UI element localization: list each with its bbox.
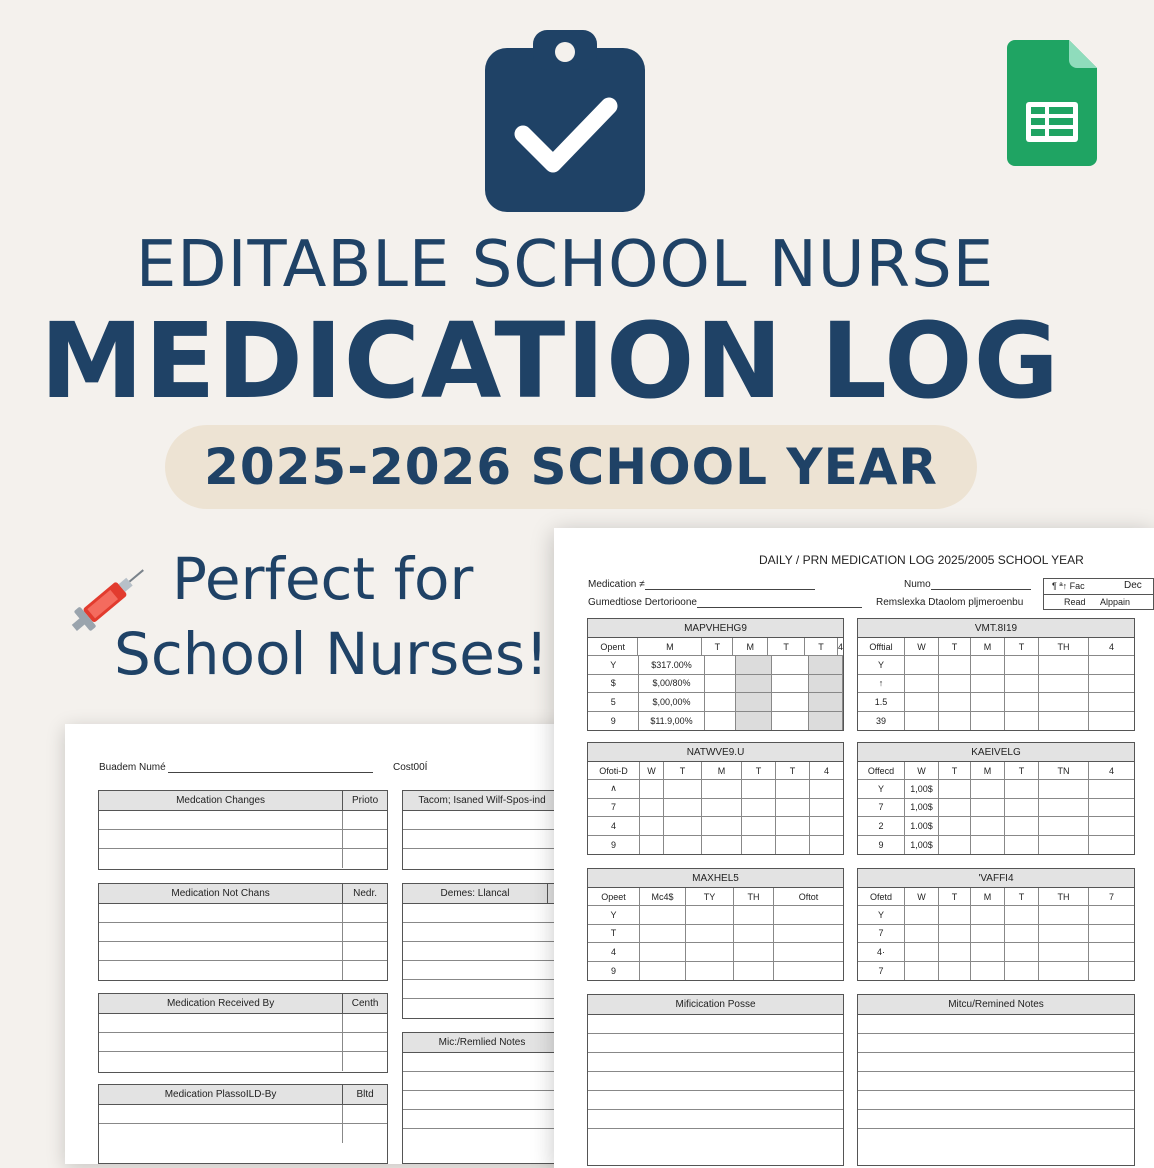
grid-header-cell: TY (686, 888, 734, 905)
grid-cell[interactable] (772, 712, 810, 731)
right-box-1: Tacom; Isaned Wilf-Spos-ind (402, 790, 562, 870)
grid-cell[interactable] (736, 712, 772, 731)
grid-header-cell: T (1005, 762, 1039, 779)
grid-header-cell: Offecd (858, 762, 905, 779)
grid-row (858, 817, 1134, 836)
grid-cell[interactable] (664, 799, 702, 817)
grid-cell[interactable]: 5 (588, 693, 639, 711)
gumed-field: Gumedtiose Dertorioone (588, 597, 862, 608)
grid-cell[interactable] (1005, 712, 1039, 731)
grid-cell[interactable] (939, 943, 971, 961)
grid-cell[interactable] (905, 925, 939, 943)
grid-cell[interactable] (1039, 693, 1089, 711)
grid-cell[interactable] (640, 962, 686, 981)
grid-cell[interactable]: 7 (858, 799, 905, 817)
grid-header-cell: T (702, 638, 733, 655)
grid-cell[interactable] (1089, 906, 1134, 924)
year-pill: 2025-2026 SCHOOL YEAR (165, 425, 977, 509)
grid-cell[interactable] (1089, 943, 1134, 961)
grid-cell[interactable] (1005, 817, 1039, 835)
grid-cell[interactable]: $ (588, 675, 639, 693)
grid-cell[interactable] (705, 675, 737, 693)
grid-cell[interactable] (1089, 799, 1134, 817)
grid-cell[interactable] (1005, 943, 1039, 961)
grid-header-cell: 4 (1108, 641, 1114, 652)
grid-cell[interactable] (809, 656, 843, 674)
grid-row (588, 656, 843, 675)
grid-header-cell: T (939, 638, 971, 655)
medication-changes-box: Medcation Changes Prioto (98, 790, 388, 870)
grid-cell[interactable] (705, 712, 737, 731)
grid-header-cell: T (805, 638, 838, 655)
grid-header-cell: T (742, 762, 776, 779)
grid-cell[interactable]: 2 (858, 817, 905, 835)
grid-header-cell: 7 (1108, 891, 1114, 902)
grid-cell[interactable]: 1.5 (858, 693, 905, 711)
grid-cell[interactable] (664, 836, 702, 855)
grid-cell[interactable] (1089, 962, 1134, 981)
grid-cell[interactable] (939, 925, 971, 943)
grid-cell[interactable] (686, 925, 734, 943)
grid-row (858, 799, 1134, 818)
grid-cell[interactable] (736, 656, 772, 674)
grid-cell[interactable] (640, 817, 664, 835)
grid-cell[interactable] (1039, 817, 1089, 835)
notes-box-right: Mitcu/Remined Notes (857, 994, 1135, 1166)
grid-cell[interactable] (971, 906, 1005, 924)
grid-cell[interactable] (1005, 675, 1039, 693)
grid-cell[interactable] (810, 836, 843, 855)
grid-header-cell: TH (1039, 888, 1089, 905)
grid-cell[interactable] (1089, 693, 1134, 711)
grid-cell[interactable] (939, 817, 971, 835)
grid-cell[interactable]: $11.9,00% (639, 712, 704, 731)
grid-cell[interactable]: 9 (588, 962, 640, 981)
grid-cell[interactable]: $,00,00% (639, 693, 704, 711)
grid-cell[interactable] (686, 906, 734, 924)
weekly-grid (587, 742, 844, 855)
grid-header-cell: Offtial (858, 638, 905, 655)
google-sheets-icon (1007, 40, 1097, 166)
grid-cell[interactable] (905, 962, 939, 981)
grid-header-row (858, 638, 1134, 656)
grid-row (858, 693, 1134, 712)
grid-header-cell: T (939, 888, 971, 905)
grid-cell[interactable]: Y (858, 780, 905, 798)
grid-header-cell: W (905, 888, 939, 905)
grid-cell[interactable] (939, 780, 971, 798)
remslexka-field: Remslexka Dtaolom pljmeroenbu (876, 597, 1024, 608)
grid-row (588, 780, 843, 799)
grid-caption: KAEIVELG (858, 743, 1134, 762)
grid-cell[interactable] (939, 712, 971, 731)
grid-cell[interactable] (939, 656, 971, 674)
grid-cell[interactable] (971, 780, 1005, 798)
grid-cell[interactable] (742, 799, 776, 817)
grid-cell[interactable]: 39 (858, 712, 905, 731)
grid-cell[interactable]: 1,00$ (905, 836, 939, 855)
grid-cell[interactable] (742, 817, 776, 835)
grid-cell[interactable] (734, 943, 774, 961)
grid-cell[interactable]: 9 (588, 712, 639, 731)
grid-cell[interactable] (702, 817, 742, 835)
grid-cell[interactable] (774, 906, 843, 924)
grid-cell[interactable] (905, 656, 939, 674)
grid-cell[interactable] (905, 943, 939, 961)
grid-cell[interactable] (1089, 675, 1134, 693)
title-line-2: MEDICATION LOG (40, 300, 1060, 422)
grid-header-cell: 4 (1108, 765, 1114, 776)
weekly-grid (587, 618, 844, 731)
grid-cell[interactable] (686, 943, 734, 961)
grid-cell[interactable] (1005, 780, 1039, 798)
grid-cell[interactable]: 4 (588, 943, 640, 961)
grid-cell[interactable] (971, 836, 1005, 855)
grid-row (588, 799, 843, 818)
grid-cell[interactable] (776, 836, 810, 855)
grid-cell[interactable]: 9 (858, 836, 905, 855)
grid-cell[interactable] (1039, 656, 1089, 674)
weekly-grid (857, 618, 1135, 731)
grid-cell[interactable] (1089, 656, 1134, 674)
grid-cell[interactable] (640, 780, 664, 798)
grid-cell[interactable] (810, 780, 843, 798)
grid-row (858, 836, 1134, 855)
grid-caption: MAPVHEHG9 (588, 619, 843, 638)
grid-cell[interactable]: Y (588, 906, 640, 924)
grid-header-cell: M (702, 762, 742, 779)
weekly-grid (857, 868, 1135, 981)
grid-cell[interactable] (774, 925, 843, 943)
medication-received-box: Medication Received By Centh (98, 993, 388, 1073)
grid-row (588, 712, 843, 731)
grid-cell[interactable] (971, 675, 1005, 693)
grid-cell[interactable] (774, 962, 843, 981)
grid-cell[interactable] (702, 780, 742, 798)
grid-cell[interactable]: ∧ (588, 780, 640, 798)
grid-cell[interactable] (734, 906, 774, 924)
grid-cell[interactable] (1039, 712, 1089, 731)
grid-header-row (588, 762, 843, 780)
grid-header-cell: W (905, 638, 939, 655)
grid-header-cell: 4 (823, 765, 829, 776)
grid-header-row (858, 762, 1134, 780)
grid-cell[interactable] (971, 817, 1005, 835)
grid-row (588, 693, 843, 712)
grid-cell[interactable] (774, 943, 843, 961)
grid-cell[interactable] (971, 799, 1005, 817)
grid-cell[interactable] (1089, 925, 1134, 943)
grid-header-cell: T (1005, 638, 1039, 655)
grid-cell[interactable] (1089, 780, 1134, 798)
grid-cell[interactable] (734, 962, 774, 981)
grid-cell[interactable] (1039, 780, 1089, 798)
grid-cell[interactable] (971, 925, 1005, 943)
medication-not-changes-box: Medication Not Chans Nedr. (98, 883, 388, 981)
grid-cell[interactable] (640, 943, 686, 961)
grid-cell[interactable] (971, 693, 1005, 711)
grid-header-cell: Oftot (798, 891, 819, 902)
title-line-1: EDITABLE SCHOOL NURSE (135, 228, 995, 302)
grid-header-cell: W (905, 762, 939, 779)
grid-header-cell: W (640, 762, 664, 779)
grid-cell[interactable] (810, 817, 843, 835)
grid-header-cell: M (971, 888, 1005, 905)
front-sheet-title: DAILY / PRN MEDICATION LOG 2025/2005 SCHOOL YEAR (759, 553, 1084, 567)
tagline-line-1: Perfect for (172, 545, 474, 613)
grid-cell[interactable] (1005, 799, 1039, 817)
grid-cell[interactable] (971, 712, 1005, 731)
weekly-grid (857, 742, 1135, 855)
grid-header-cell: M (638, 638, 702, 655)
grid-cell[interactable]: 1.00$ (905, 817, 939, 835)
grid-cell[interactable]: 9 (588, 836, 640, 855)
grid-row (858, 925, 1134, 944)
grid-header-cell: TN (1039, 762, 1089, 779)
grid-cell[interactable] (939, 962, 971, 981)
grid-header-cell: Opeet (588, 888, 640, 905)
grid-header-row (858, 888, 1134, 906)
medication-passed-box: Medication PlassoILD-By Bltd (98, 1084, 388, 1164)
grid-cell[interactable] (734, 925, 774, 943)
grid-cell[interactable] (905, 675, 939, 693)
grid-cell[interactable] (1005, 836, 1039, 855)
grid-cell[interactable]: 1,00$ (905, 780, 939, 798)
grid-cell[interactable] (939, 675, 971, 693)
grid-row (588, 943, 843, 962)
grid-cell[interactable] (971, 656, 1005, 674)
grid-header-cell: Ofoti-D (588, 762, 640, 779)
tagline-line-2: School Nurses! (114, 620, 549, 688)
grid-header-cell: Mc4$ (640, 888, 686, 905)
student-name-field: Buadem Numé (99, 762, 373, 773)
grid-cell[interactable] (905, 693, 939, 711)
grid-row (588, 836, 843, 855)
grid-header-cell: 4 (838, 641, 844, 652)
grid-header-cell: M (733, 638, 768, 655)
grid-cell[interactable] (772, 675, 810, 693)
grid-cell[interactable] (809, 712, 843, 731)
grid-cell[interactable] (1005, 962, 1039, 981)
grid-row (858, 712, 1134, 731)
grid-header-cell: M (971, 638, 1005, 655)
right-box-2: Demes: Llancal (402, 883, 562, 1019)
grid-cell[interactable]: 4· (858, 943, 905, 961)
grid-caption: MAXHEL5 (588, 869, 843, 888)
corner-table: ¶ ª↑ Fac Dec Read Alppain (1043, 578, 1154, 610)
grid-cell[interactable] (939, 836, 971, 855)
grid-cell[interactable] (905, 906, 939, 924)
front-sheet-preview (554, 528, 1154, 1168)
grid-cell[interactable] (736, 693, 772, 711)
grid-header-cell: T (939, 762, 971, 779)
grid-row (588, 906, 843, 925)
grid-cell[interactable] (1039, 836, 1089, 855)
grid-cell[interactable] (772, 693, 810, 711)
grid-header-cell: T (776, 762, 810, 779)
grid-row (858, 675, 1134, 694)
grid-cell[interactable]: 4 (588, 817, 640, 835)
numo-field: Numo (904, 579, 1031, 590)
grid-cell[interactable] (905, 712, 939, 731)
grid-cell[interactable] (810, 799, 843, 817)
grid-cell[interactable] (640, 836, 664, 855)
medication-field: Medication ≠ (588, 579, 815, 590)
grid-cell[interactable]: ↑ (858, 675, 905, 693)
grid-header-row (588, 888, 843, 906)
grid-header-cell: TH (734, 888, 774, 905)
grid-cell[interactable] (1005, 656, 1039, 674)
grid-cell[interactable] (742, 836, 776, 855)
clipboard-check-icon (485, 30, 645, 212)
grid-header-cell: T (768, 638, 805, 655)
grid-cell[interactable] (1039, 906, 1089, 924)
grid-row (858, 906, 1134, 925)
grid-header-row (588, 638, 843, 656)
notes-box-left: Mificication Posse (587, 994, 844, 1166)
grid-cell[interactable] (664, 780, 702, 798)
grid-cell[interactable] (939, 906, 971, 924)
grid-cell[interactable] (776, 817, 810, 835)
grid-cell[interactable] (705, 693, 737, 711)
grid-cell[interactable] (640, 799, 664, 817)
grid-cell[interactable] (1039, 943, 1089, 961)
grid-cell[interactable] (1005, 693, 1039, 711)
grid-cell[interactable] (1089, 712, 1134, 731)
grid-cell[interactable] (1089, 836, 1134, 855)
grid-caption: VMT.8I19 (858, 619, 1134, 638)
grid-cell[interactable] (736, 675, 772, 693)
grid-header-cell: T (664, 762, 702, 779)
grid-row (858, 962, 1134, 981)
back-sheet-preview (65, 724, 585, 1164)
grid-cell[interactable] (664, 817, 702, 835)
grid-header-cell: T (1005, 888, 1039, 905)
grid-caption: NATWVE9.U (588, 743, 843, 762)
grid-header-cell: Opent (588, 638, 638, 655)
grid-header-cell: Ofetd (858, 888, 905, 905)
grid-cell[interactable] (1039, 925, 1089, 943)
grid-cell[interactable] (640, 906, 686, 924)
grid-cell[interactable] (939, 693, 971, 711)
grid-caption: 'VAFFI4 (858, 869, 1134, 888)
grid-cell[interactable] (705, 656, 737, 674)
grid-cell[interactable] (1039, 962, 1089, 981)
grid-cell[interactable] (1089, 817, 1134, 835)
grid-row (858, 780, 1134, 799)
grid-cell[interactable]: $317.00% (639, 656, 704, 674)
grid-cell[interactable]: $,00/80% (639, 675, 704, 693)
grid-row (588, 962, 843, 981)
grid-cell[interactable] (1039, 675, 1089, 693)
grid-cell[interactable]: 7 (858, 925, 905, 943)
grid-cell[interactable] (971, 962, 1005, 981)
grid-cell[interactable] (809, 675, 843, 693)
grid-cell[interactable] (809, 693, 843, 711)
grid-cell[interactable] (702, 836, 742, 855)
grid-cell[interactable]: Y (858, 906, 905, 924)
weekly-grid (587, 868, 844, 981)
grid-cell[interactable]: T (588, 925, 640, 943)
grid-cell[interactable] (742, 780, 776, 798)
grid-cell[interactable] (776, 780, 810, 798)
cost-field: Cost00Í (393, 762, 428, 773)
grid-header-cell: M (971, 762, 1005, 779)
grid-cell[interactable] (1005, 906, 1039, 924)
grid-row (588, 817, 843, 836)
grid-row (588, 675, 843, 694)
grid-cell[interactable] (776, 799, 810, 817)
grid-header-cell: TH (1039, 638, 1089, 655)
grid-cell[interactable]: Y (588, 656, 639, 674)
grid-cell[interactable] (686, 962, 734, 981)
grid-cell[interactable] (1005, 925, 1039, 943)
grid-cell[interactable]: 1,00$ (905, 799, 939, 817)
grid-cell[interactable]: Y (858, 656, 905, 674)
grid-cell[interactable] (939, 799, 971, 817)
grid-row (588, 925, 843, 944)
right-box-3: Mic:/Remlied Notes (402, 1032, 562, 1164)
grid-row (858, 656, 1134, 675)
grid-cell[interactable] (640, 925, 686, 943)
grid-row (858, 943, 1134, 962)
grid-cell[interactable] (702, 799, 742, 817)
grid-cell[interactable]: 7 (588, 799, 640, 817)
grid-cell[interactable] (1039, 799, 1089, 817)
grid-cell[interactable] (772, 656, 810, 674)
grid-cell[interactable]: 7 (858, 962, 905, 981)
grid-cell[interactable] (971, 943, 1005, 961)
